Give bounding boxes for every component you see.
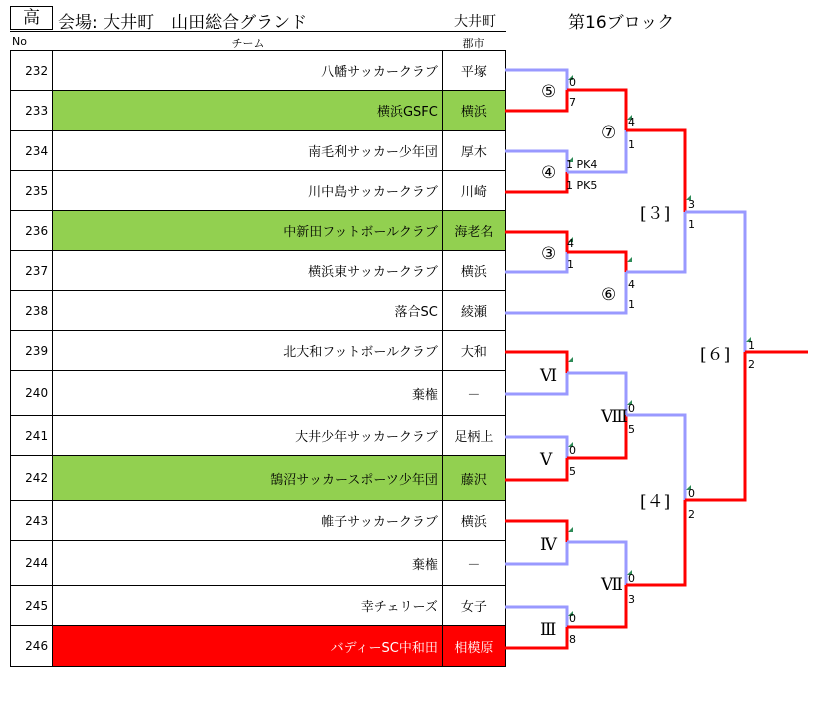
- round-marker: ⑥: [601, 285, 617, 305]
- bracket-line: [505, 458, 567, 480]
- bracket-line: [505, 252, 567, 272]
- cell-no: 242: [11, 456, 53, 501]
- score-marker-icon: [568, 357, 573, 362]
- round-marker: Ⅶ: [601, 575, 623, 595]
- cell-no: 244: [11, 541, 53, 586]
- cell-no: 232: [11, 51, 53, 91]
- score-label: 1: [748, 339, 755, 352]
- round-marker: [４]: [640, 492, 671, 512]
- round-marker: Ⅷ: [601, 407, 628, 427]
- score-label: 4: [567, 237, 574, 250]
- cell-no: 243: [11, 501, 53, 541]
- bracket-line: [505, 172, 567, 192]
- cell-no: 235: [11, 171, 53, 211]
- column-header-team: チーム: [231, 37, 265, 50]
- cell-no: 238: [11, 291, 53, 331]
- bracket-line: [505, 373, 567, 394]
- bracket-line: [505, 437, 567, 458]
- score-marker-icon: [568, 527, 573, 532]
- cell-city: 川崎: [442, 171, 505, 211]
- venue-title: 会場: 大井町 山田総合グランド: [58, 13, 308, 33]
- cell-team: 川中島サッカークラブ: [53, 171, 443, 211]
- bracket-line: [505, 232, 567, 252]
- cell-team: 横浜東サッカークラブ: [53, 251, 443, 291]
- cell-city: 綾瀬: [442, 291, 505, 331]
- cell-no: 234: [11, 131, 53, 171]
- round-marker: Ⅴ: [540, 450, 553, 470]
- cell-team: 横浜GSFC: [53, 91, 443, 131]
- score-label: 3: [688, 198, 695, 211]
- cell-no: 233: [11, 91, 53, 131]
- cell-team: 棄権: [53, 371, 443, 416]
- round-marker: [３]: [640, 204, 671, 224]
- round-marker: Ⅳ: [540, 535, 557, 555]
- score-label: 2: [748, 358, 755, 371]
- score-label: 1: [628, 138, 635, 151]
- cell-no: 239: [11, 331, 53, 371]
- bracket-line: [685, 352, 745, 500]
- cell-team: 大井少年サッカークラブ: [53, 416, 443, 456]
- block-title: 第16ブロック: [568, 13, 675, 33]
- cell-city: 厚木: [442, 131, 505, 171]
- cell-team: 落合SC: [53, 291, 443, 331]
- bracket-line: [685, 212, 745, 352]
- cell-city: 横浜: [442, 251, 505, 291]
- column-header-no: No: [12, 35, 27, 48]
- score-marker-icon: [627, 257, 632, 262]
- cell-no: 237: [11, 251, 53, 291]
- score-label: 1 PK4: [566, 158, 598, 171]
- cell-no: 240: [11, 371, 53, 416]
- bracket-line: [567, 252, 626, 272]
- score-label: 0: [628, 572, 635, 585]
- score-label: 0: [569, 612, 576, 625]
- cell-no: 245: [11, 586, 53, 626]
- cell-city: 大和: [442, 331, 505, 371]
- bracket-line: [505, 607, 567, 627]
- round-marker: [６]: [700, 345, 731, 365]
- round-marker: ⑦: [601, 123, 617, 143]
- cell-team: 八幡サッカークラブ: [53, 51, 443, 91]
- cell-city: 相模原: [442, 626, 505, 667]
- cell-team: 棄権: [53, 541, 443, 586]
- score-label: 7: [569, 96, 576, 109]
- cell-team: 鵠沼サッカースポーツ少年団: [53, 456, 443, 501]
- bracket-line: [505, 70, 567, 90]
- score-label: 4: [628, 116, 635, 129]
- cell-team: 帷子サッカークラブ: [53, 501, 443, 541]
- score-label: 3: [628, 593, 635, 606]
- host-label: 大井町: [454, 14, 496, 30]
- score-label: 1 PK5: [566, 179, 598, 192]
- cell-no: 241: [11, 416, 53, 456]
- bracket-line: [505, 151, 567, 172]
- cell-city: －: [442, 371, 505, 416]
- cell-no: 246: [11, 626, 53, 667]
- cell-city: 横浜: [442, 91, 505, 131]
- round-marker: Ⅲ: [540, 620, 557, 640]
- score-label: 5: [569, 465, 576, 478]
- cell-team: 中新田フットボールクラブ: [53, 211, 443, 251]
- round-marker: ⑤: [541, 82, 557, 102]
- score-label: 2: [688, 508, 695, 521]
- round-marker: ④: [541, 163, 557, 183]
- round-marker: ③: [541, 244, 557, 264]
- score-label: 0: [628, 402, 635, 415]
- round-marker: Ⅵ: [540, 366, 558, 386]
- cell-city: 藤沢: [442, 456, 505, 501]
- cell-team: 南毛利サッカー少年団: [53, 131, 443, 171]
- cell-team: バディーSC中和田: [53, 626, 443, 667]
- cell-city: －: [442, 541, 505, 586]
- score-label: 1: [567, 258, 574, 271]
- cell-city: 平塚: [442, 51, 505, 91]
- bracket-line: [505, 521, 567, 542]
- column-header-city: 郡市: [462, 37, 485, 50]
- cell-team: 北大和フットボールクラブ: [53, 331, 443, 371]
- cell-city: 女子: [442, 586, 505, 626]
- level-label: 高: [10, 6, 53, 30]
- bracket-line: [505, 627, 567, 648]
- cell-no: 236: [11, 211, 53, 251]
- cell-team: 幸チェリーズ: [53, 586, 443, 626]
- score-label: 8: [569, 633, 576, 646]
- score-label: 0: [688, 487, 695, 500]
- score-label: 0: [569, 76, 576, 89]
- score-label: 1: [628, 298, 635, 311]
- cell-city: 海老名: [442, 211, 505, 251]
- bracket-line: [505, 542, 567, 564]
- cell-city: 横浜: [442, 501, 505, 541]
- score-label: 4: [628, 278, 635, 291]
- score-label: 5: [628, 423, 635, 436]
- score-label: 0: [569, 444, 576, 457]
- bracket-line: [505, 352, 567, 373]
- score-label: 1: [688, 218, 695, 231]
- cell-city: 足柄上: [442, 416, 505, 456]
- bracket-line: [505, 90, 567, 111]
